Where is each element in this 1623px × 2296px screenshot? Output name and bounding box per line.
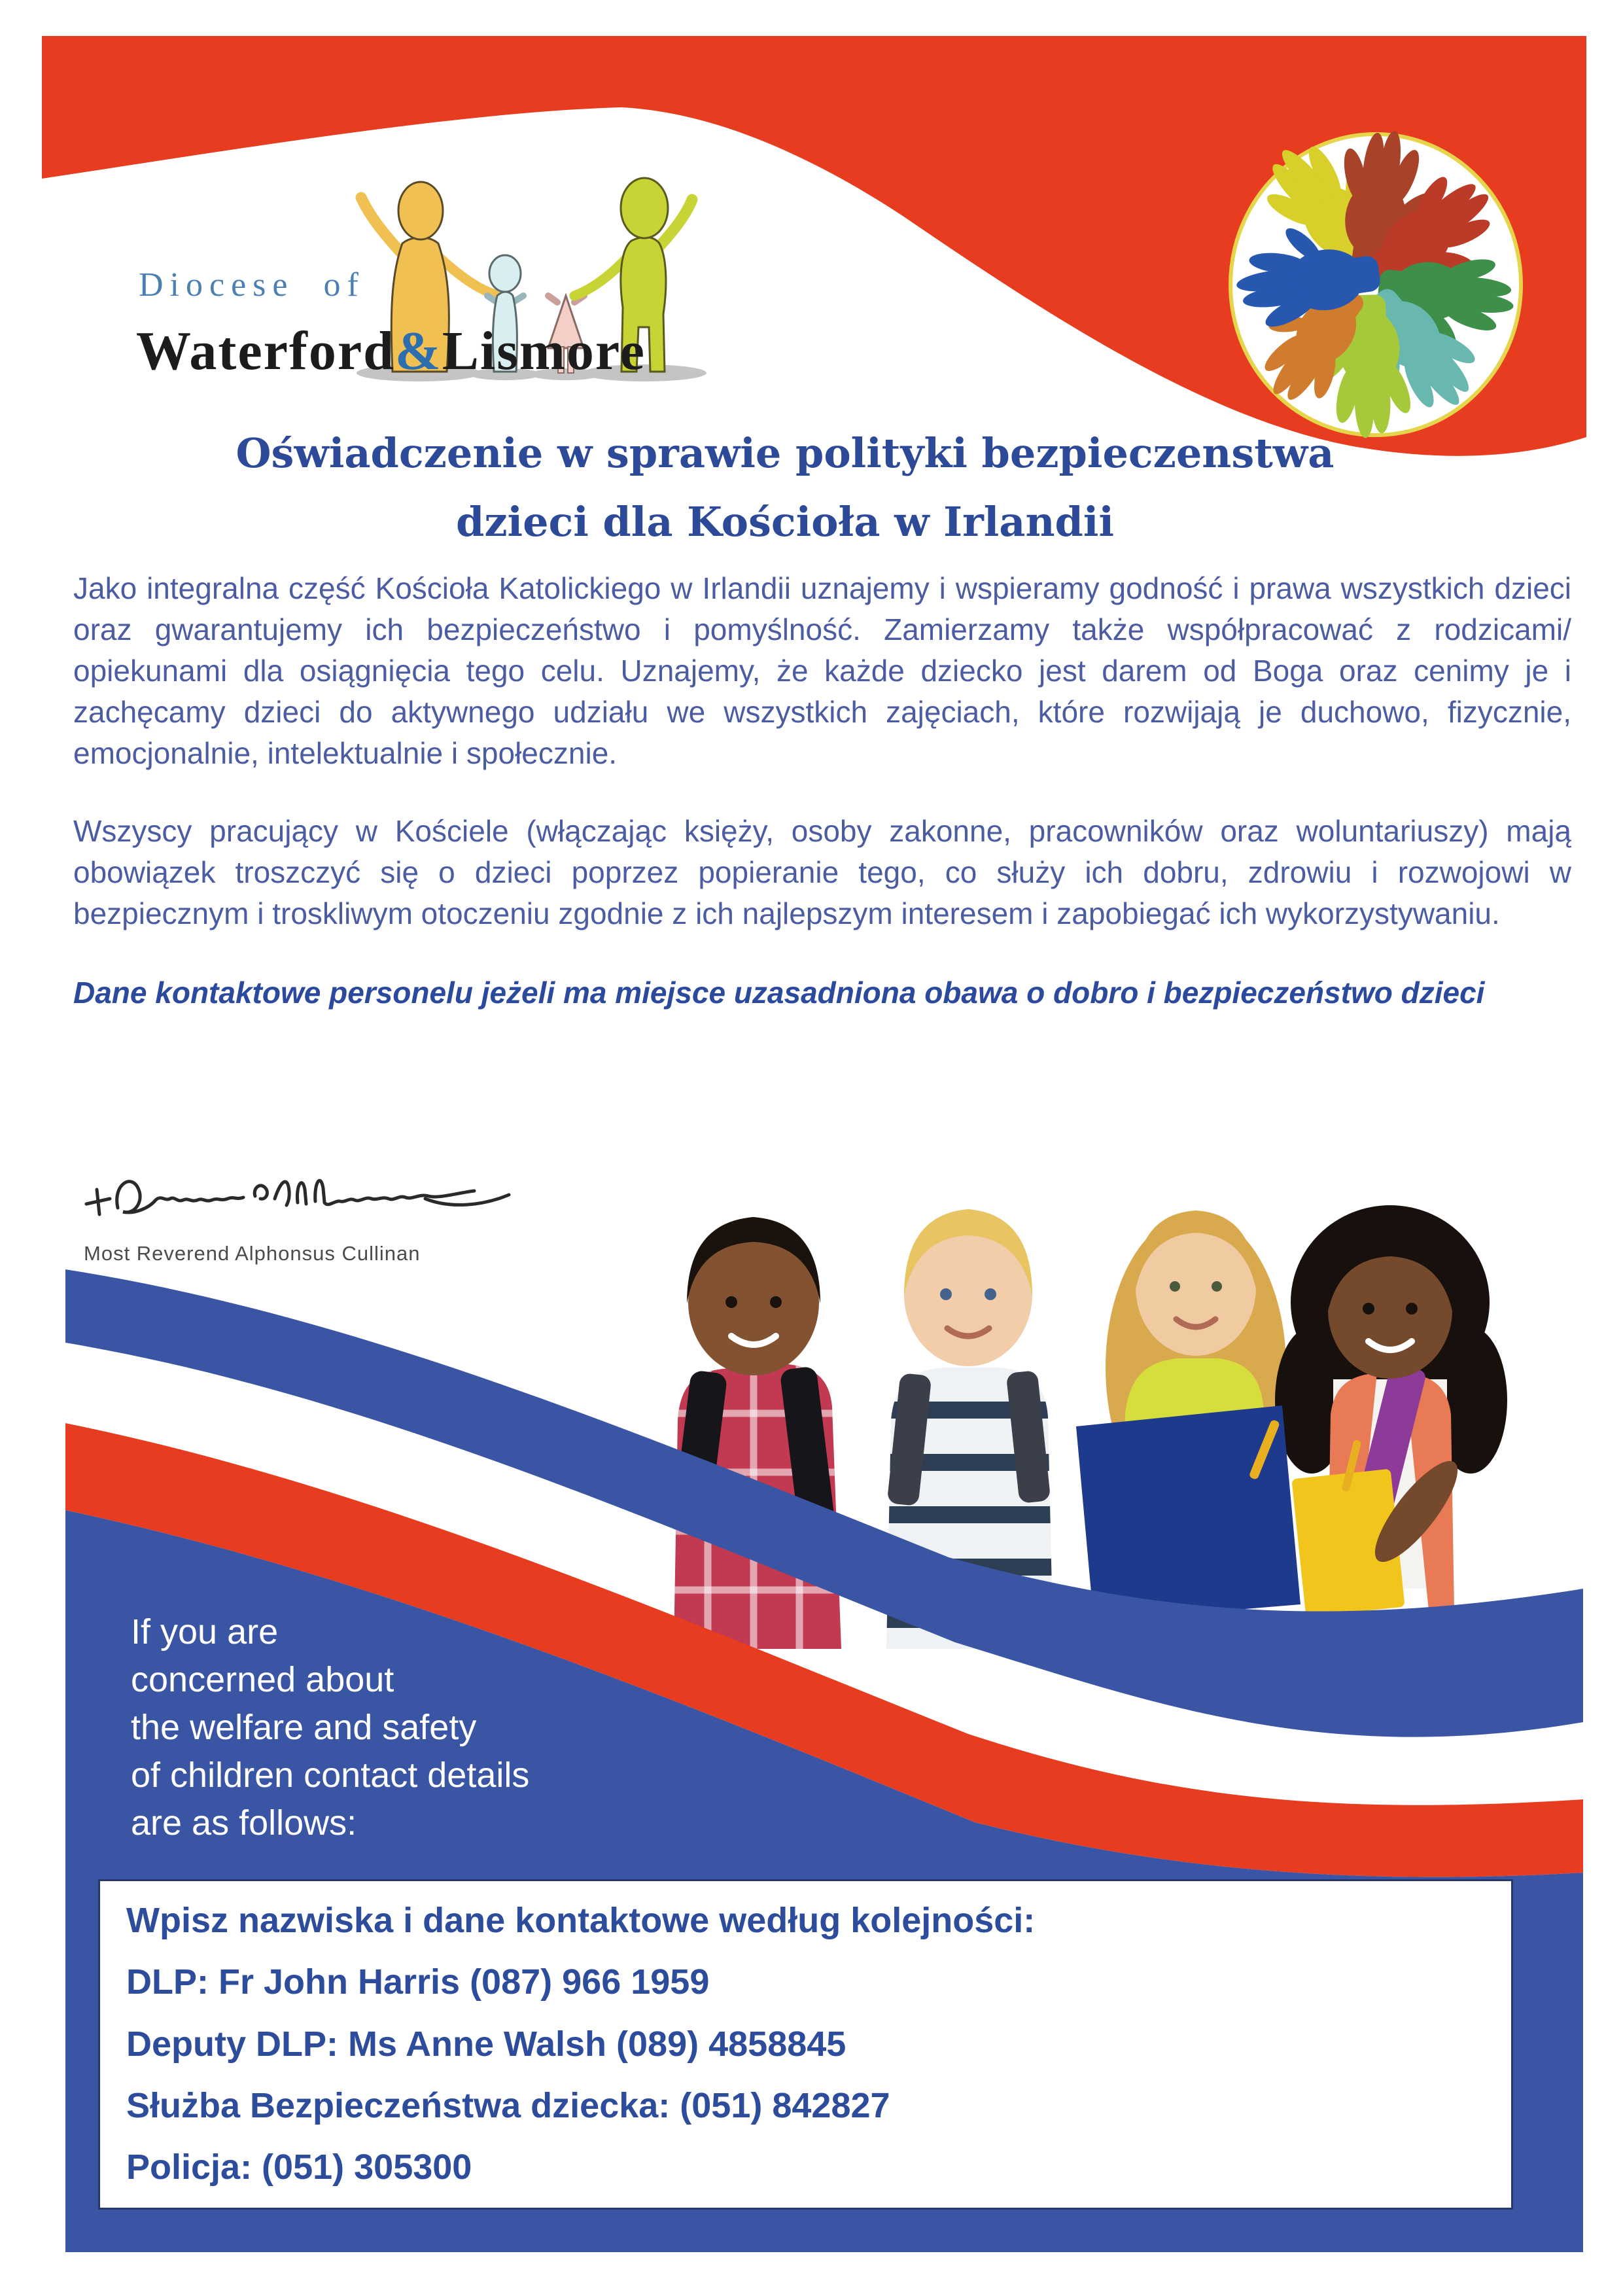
contact-entry-police: Policja: (051) 305300 <box>126 2147 472 2187</box>
page-title-line1: Oświadczenie w sprawie polityki bezpieczenstwa <box>236 429 1335 477</box>
children-photo <box>667 1205 1507 1655</box>
policy-paragraph-1: Jako integralna część Kościoła Katolickiego w Irlandii uznajemy i wspieramy godność i prawa wszystkich dzieci oraz gwarantujemy ich bezpieczeństwo i pomyślność. Zamierzamy także współpracować z rodzicami/ opiekunami dla osiągnięcia tego celu. Uznajemy, że każde dziecko jest darem od Boga oraz cenimy je i zachęcamy dzieci do aktywnego udziału we wszystkich zajęciach, które rozwijają je duchowo, fizycznie, emocjonalnie, intelektualnie i społecznie. <box>73 571 1571 770</box>
contact-heading: Wpisz nazwiska i dane kontaktowe według kolejności: <box>126 1901 1036 1940</box>
concern-note-line: If you are <box>131 1612 279 1651</box>
contact-intro-highlight: Dane kontaktowe personelu jeżeli ma miejsce uzasadniona obawa o dobro i bezpieczeństwo dzieci <box>73 976 1485 1010</box>
diocese-name-label <box>136 319 646 383</box>
concern-note-line: of children contact details <box>131 1756 530 1795</box>
diocese-name-ampersand: & <box>394 321 442 381</box>
concern-note <box>131 1608 529 1847</box>
policy-body-text <box>73 568 1571 1044</box>
concern-note-line: are as follows: <box>131 1803 357 1843</box>
contact-entry-deputy-dlp: Deputy DLP: Ms Anne Walsh (089) 4858845 <box>126 2024 846 2064</box>
diocese-name-part1: Waterford <box>136 321 395 381</box>
contact-entry-dlp: DLP: Fr John Harris (087) 966 1959 <box>126 1962 710 2002</box>
page-title-line2: dzieci dla Kościoła w Irlandii <box>455 498 1115 546</box>
diocese-of-label: Diocese of <box>139 266 365 304</box>
policy-paragraph-2: Wszyscy pracujący w Kościele (włączając księży, osoby zakonne, pracowników oraz woluntariuszy) mają obowiązek troszczyć się o dzieci poprzez popieranie tego, co służy ich dobru, zdrowiu i rozwojowi w bezpiecznym i troskliwym otoczeniu zgodnie z ich najlepszym interesem i zapobiegać ich wykorzystywaniu. <box>73 814 1571 930</box>
concern-note-line: concerned about <box>131 1660 394 1699</box>
contact-entry-safeguarding-service: Służba Bezpieczeństwa dziecka: (051) 842827 <box>126 2085 890 2125</box>
concern-note-line: the welfare and safety <box>131 1708 477 1747</box>
signatory-name: Most Reverend Alphonsus Cullinan <box>84 1242 421 1265</box>
diocese-name-part2: Lismore <box>442 321 646 381</box>
page-title <box>0 419 1570 556</box>
contact-details-box <box>98 1879 1513 2210</box>
